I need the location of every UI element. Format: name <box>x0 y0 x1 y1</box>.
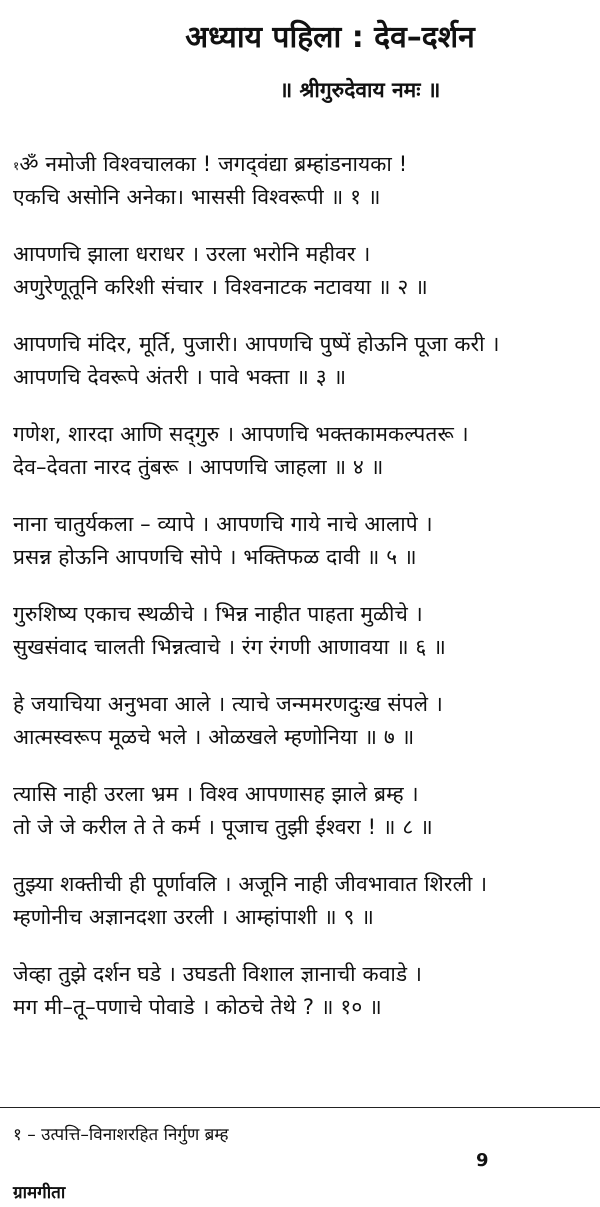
verse-line: तो जे जे करील ते ते कर्म । पूजाच तुझी ईश्वरा ! ॥ ८ ॥ <box>13 815 433 839</box>
verse-4 <box>13 418 593 484</box>
verse-line: देव–देवता नारद तुंबरू । आपणचि जाहला ॥ ४ ॥ <box>13 455 384 479</box>
verse-6 <box>13 598 593 664</box>
verse-line: आपणचि देवरूपे अंतरी । पावे भक्ता ॥ ३ ॥ <box>13 365 347 389</box>
verse-line: मग मी–तू–पणाचे पोवाडे । कोठचे तेथे ? ॥ १० ॥ <box>13 995 382 1019</box>
verse-line: गणेश, शारदा आणि सद्‌गुरु । आपणचि भक्तकामकल्पतरू । <box>13 422 469 446</box>
verse-1 <box>13 148 593 214</box>
verse-line: अणुरेणूतूनि करिशी संचार । विश्वनाटक नटावया ॥ २ ॥ <box>13 275 428 299</box>
verse-line: सुखसंवाद चालती भिन्नत्वाचे । रंग रंगणी आणावया ॥ ६ ॥ <box>13 635 446 659</box>
verse-10 <box>13 958 593 1024</box>
verse-line: म्हणोनीच अज्ञानदशा उरली । आम्हांपाशी ॥ ९ ॥ <box>13 905 374 929</box>
chapter-title: अध्याय पहिला : देव–दर्शन <box>185 20 475 55</box>
verse-8 <box>13 778 593 844</box>
verse-line: एकचि असोनि अनेका। भाससी विश्वरूपी ॥ १ ॥ <box>13 185 381 209</box>
verse-line: आपणचि मंदिर, मूर्ति, पुजारी। आपणचि पुष्पें होऊनि पूजा करी । <box>13 332 500 356</box>
verse-5 <box>13 508 593 574</box>
verse-line: आत्मस्वरूप मूळचे भले । ओळखले म्हणोनिया ॥ ७ ॥ <box>13 725 415 749</box>
footnote-marker[interactable]: १ <box>13 159 20 173</box>
verse-line: नाना चातुर्यकला – व्यापे । आपणचि गाये नाचे आलापे । <box>13 512 433 536</box>
invocation: ॥ श्रीगुरुदेवाय नमः ॥ <box>279 78 441 102</box>
verse-9 <box>13 868 593 934</box>
verse-list <box>13 148 593 1048</box>
footnote: १ – उत्पत्ति–विनाशरहित निर्गुण ब्रम्ह <box>13 1125 229 1145</box>
footnote-divider <box>0 1107 600 1108</box>
verse-line <box>13 148 593 181</box>
verse-2 <box>13 238 593 304</box>
verse-line: आपणचि झाला धराधर । उरला भरोनि महीवर । <box>13 242 371 266</box>
verse-line: प्रसन्न होऊनि आपणचि सोपे । भक्तिफळ दावी ॥ ५ ॥ <box>13 545 417 569</box>
book-title: ग्रामगीता <box>13 1183 66 1203</box>
verse-line: गुरुशिष्य एकाच स्थळीचे । भिन्न नाहीत पाहता मुळीचे । <box>13 602 423 626</box>
verse-text: ॐ नमोजी विश्वचालका ! जगद्‌वंद्या ब्रम्हांडनायका ! <box>19 152 408 176</box>
verse-line: तुझ्या शक्तीची ही पूर्णावलि । अजूनि नाही जीवभावात शिरली । <box>13 872 488 896</box>
verse-3 <box>13 328 593 394</box>
verse-7 <box>13 688 593 754</box>
verse-line: त्यासि नाही उरला भ्रम । विश्व आपणासह झाले ब्रम्ह । <box>13 782 419 806</box>
page-number: 9 <box>476 1150 489 1171</box>
verse-line: हे जयाचिया अनुभवा आले । त्याचे जन्ममरणदुःख संपले । <box>13 692 443 716</box>
verse-line: जेव्हा तुझे दर्शन घडे । उघडती विशाल ज्ञानाची कवाडे । <box>13 962 423 986</box>
